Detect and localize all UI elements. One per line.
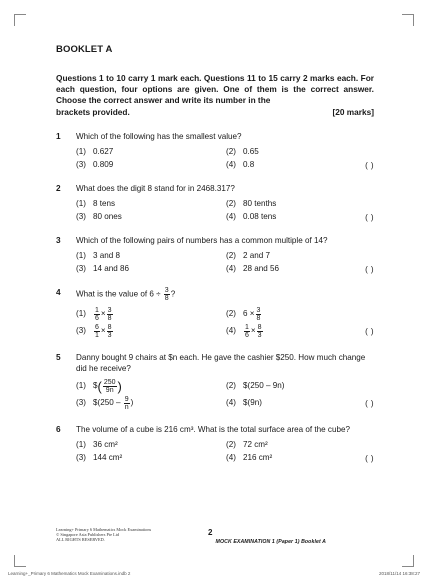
crop-mark-top-left xyxy=(14,14,26,26)
options xyxy=(76,147,374,170)
file-name: Learning+_Primary 6 Mathematics Mock Examinations.indb 2 xyxy=(8,571,131,576)
answer-brackets: ( ) xyxy=(365,398,374,408)
instructions-last-line xyxy=(56,107,374,118)
option-1: (1) 36 cm² xyxy=(76,439,118,449)
question-5 xyxy=(56,352,374,411)
answer-brackets: ( ) xyxy=(365,326,374,336)
question-6 xyxy=(56,424,374,463)
question-number: 5 xyxy=(56,351,61,362)
question-text: What is the value of 6 ÷ $\frac{3}{8}$ ? xyxy=(76,286,176,302)
option-3: (3) $(250 – $\frac{9}{n}$ ) xyxy=(76,395,134,411)
answer-brackets: ( ) xyxy=(365,160,374,170)
question-text: Which of the following has the smallest value? xyxy=(76,131,242,141)
question-text: What does the digit 8 stand for in 2468.317? xyxy=(76,183,235,193)
option-4: (4) 0.08 tens xyxy=(226,211,277,221)
answer-brackets: ( ) xyxy=(365,212,374,222)
option-2: (2) 2 and 7 xyxy=(226,250,271,260)
option-3: (3) $\frac{6}{1}$ × $\frac{8}{3}$ xyxy=(76,323,112,339)
crop-mark-bottom-right xyxy=(402,555,414,567)
question-4 xyxy=(56,287,374,339)
option-2: (2) $(250 – 9n) xyxy=(226,381,285,391)
options xyxy=(76,251,374,274)
crop-mark-bottom-left xyxy=(14,555,26,567)
question-number: 3 xyxy=(56,234,61,245)
options xyxy=(76,440,374,463)
option-4: (4) 216 cm² xyxy=(226,452,273,462)
option-4: (4) 28 and 56 xyxy=(226,263,280,273)
options xyxy=(76,199,374,222)
question-number: 1 xyxy=(56,130,61,141)
fraction: $\frac{3}{8}$ xyxy=(164,286,169,302)
exam-label: MOCK EXAMINATION 1 (Paper 1) Booklet A xyxy=(215,539,326,545)
instructions-text: Questions 1 to 10 carry 1 mark each. Questions 11 to 15 carry 2 marks each. For each question, four options are given. One of them is the correct answer. Choose the correct answer and write its number in the xyxy=(56,73,374,106)
option-3: (3) 14 and 86 xyxy=(76,263,130,273)
page-footer xyxy=(56,527,374,557)
option-4: (4) $(9n) xyxy=(226,398,262,408)
exam-page xyxy=(56,44,374,463)
instructions-last-text: brackets provided. xyxy=(56,106,130,117)
option-2: (2) 72 cm² xyxy=(226,439,268,449)
options xyxy=(76,307,374,339)
option-3: (3) 80 ones xyxy=(76,211,122,221)
question-number: 6 xyxy=(56,423,61,434)
option-1: (1) 8 tens xyxy=(76,198,116,208)
instructions xyxy=(56,73,374,118)
file-datetime: 2018/11/14 16:38:27 xyxy=(379,571,420,576)
option-4: (4) $\frac{1}{6}$ × $\frac{8}{3}$ xyxy=(226,323,262,339)
option-2: (2) 0.65 xyxy=(226,146,259,156)
booklet-title: BOOKLET A xyxy=(56,44,113,55)
question-3 xyxy=(56,235,374,274)
page-number: 2 xyxy=(208,528,213,537)
question-2 xyxy=(56,183,374,222)
option-4: (4) 0.8 xyxy=(226,159,255,169)
crop-mark-top-right xyxy=(402,14,414,26)
total-marks: [20 marks] xyxy=(332,106,374,117)
option-1: (1) $ ( $\frac{250}{9n}$ ) xyxy=(76,378,122,394)
option-1: (1) $\frac{1}{6}$ × $\frac{3}{8}$ xyxy=(76,306,112,322)
question-number: 4 xyxy=(56,286,61,297)
option-3: (3) 144 cm² xyxy=(76,452,123,462)
option-2: (2) 80 tenths xyxy=(226,198,277,208)
answer-brackets: ( ) xyxy=(365,453,374,463)
question-text: Danny bought 9 chairs at $n each. He gave the cashier $250. How much change did he receive? xyxy=(76,352,366,373)
options xyxy=(76,379,374,411)
print-file-info xyxy=(8,571,420,576)
question-text: Which of the following pairs of numbers has a common multiple of 14? xyxy=(76,235,328,245)
option-1: (1) 0.627 xyxy=(76,146,114,156)
option-3: (3) 0.809 xyxy=(76,159,114,169)
option-2: (2) 6 × $\frac{3}{8}$ xyxy=(226,306,261,322)
copyright-notice: Learning+ Primary 6 Mathematics Mock Examinations © Singapore Asia Publishers Pte Ltd ALL RIGHTS RESERVED. xyxy=(56,527,152,543)
answer-brackets: ( ) xyxy=(365,264,374,274)
question-1 xyxy=(56,131,374,170)
option-1: (1) 3 and 8 xyxy=(76,250,121,260)
question-number: 2 xyxy=(56,182,61,193)
question-text: The volume of a cube is 216 cm³. What is the total surface area of the cube? xyxy=(76,424,350,434)
